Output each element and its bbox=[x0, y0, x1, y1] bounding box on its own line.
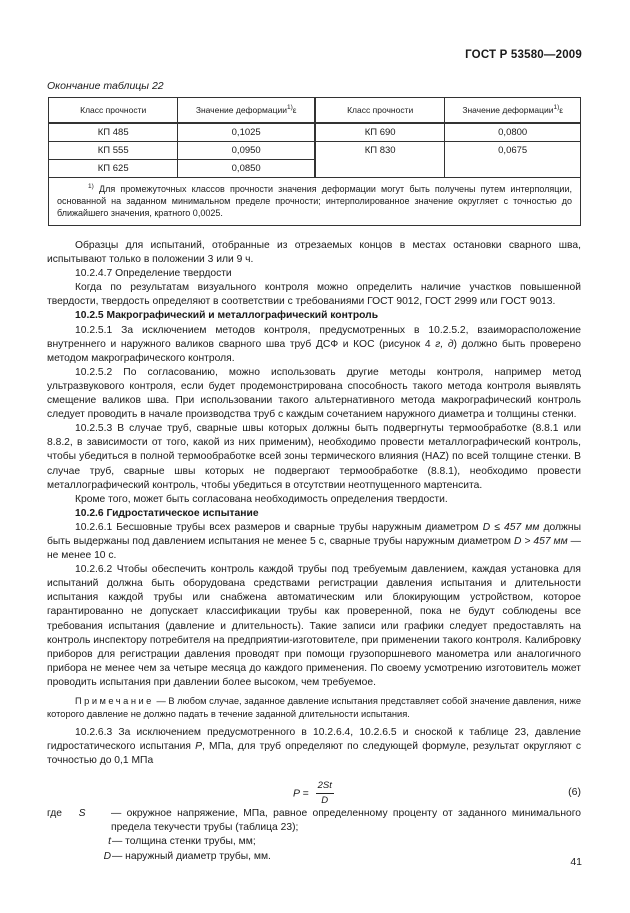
page-number: 41 bbox=[570, 856, 582, 868]
table-note-row bbox=[49, 178, 581, 226]
paragraph: 10.2.5.1 За исключением методов контроля, предусмотренных в 10.2.5.2, взаиморасположение внутреннего и наружного валиков сварного шва труб ДСФ и КОС (рисунок 4 г, д) должно быть проверено методом макрографического контроля. bbox=[47, 324, 582, 364]
header-deform-left: Значение деформации$^{1)}$ε bbox=[178, 98, 315, 124]
body-text bbox=[47, 239, 581, 864]
cell-class: КП 830 bbox=[315, 142, 445, 178]
formula-6 bbox=[47, 773, 581, 805]
cell-class: КП 690 bbox=[315, 123, 445, 142]
cell-value: 0,1025 bbox=[178, 123, 315, 142]
table-row bbox=[49, 142, 581, 160]
table-header-row bbox=[49, 98, 581, 124]
cell-value: 0,0675 bbox=[445, 142, 581, 178]
paragraph: 10.2.5.3 В случае труб, сварные швы которых должны быть подвергнуты термообработке (8.8.1 или 8.8.2, в зависимости от того, какой из них применим), необходимо провести металлографический контроль, чтобы убедиться в полной термообработке всей зоны термического влияния (HAZ) по всей толщине стенки. В случае труб, сварные швы которых не подвергают термообработке (8.8.1), необходимо провести металлографический контроль, чтобы убедиться в отсутствии неотпущенного мартенсита. bbox=[47, 423, 581, 491]
section-heading: 10.2.6 Гидростатическое испытание bbox=[75, 507, 259, 519]
cell-value: 0,0950 bbox=[178, 142, 315, 160]
paragraph: 10.2.6.2 Чтобы обеспечить контроль каждой трубы под требуемым давлением, каждая установка для испытаний должна быть оборудована средствами регистрации давления испытания и длительности испытания каждой трубы или снабжена автоматическим или блокирующим устройством, которое гарантированно не допускает классификации трубы как проверенной, пока не будут соблюдены все требования испытания (давление и длительность). Такие записи или графики следует предоставлять на контроль инспектору потребителя на предприятии-изготовителе, при применении такого контроля. Калибровку приборов для регистрации давления проводят при помощи грузопоршневого манометра или аналогичного прибора не менее чем за четыре месяца до каждого применения. По своему усмотрению изготовитель может проводить испытания при давлении более высоком, чем требуемое. bbox=[47, 564, 581, 688]
cell-class: КП 625 bbox=[49, 160, 178, 178]
formula-denominator: D bbox=[321, 795, 329, 807]
cell-class: КП 485 bbox=[49, 123, 178, 142]
formula-number: (6) bbox=[568, 786, 581, 799]
where-item: где S — окружное напряжение, МПа, равное определенному проценту от заданного минимального предела текучести трубы (таблица 23); bbox=[47, 808, 581, 834]
header-class-right: Класс прочности bbox=[315, 98, 445, 124]
paragraph: 10.2.6.1 Бесшовные трубы всех размеров и сварные трубы наружным диаметром D ≤ 457 мм должны быть выдержаны под давлением испытания не менее 5 с, сварные трубы наружным диаметром D > 457 мм — не менее 10 с. bbox=[47, 521, 582, 562]
where-item: t — толщина стенки трубы, мм; bbox=[108, 836, 256, 848]
table-footnote: $^{1)}$ Для промежуточных классов прочности значения деформации могут быть получены путем интерполяции, основанной на заданном минимальном пределе прочности; интерполированное значение округляет с точностью до ближайшего значения, кратного 0,0025. bbox=[49, 178, 581, 226]
cell-value: 0,0850 bbox=[178, 160, 315, 178]
cell-value: 0,0800 bbox=[445, 123, 581, 142]
where-item: D — наружный диаметр трубы, мм. bbox=[103, 850, 271, 862]
paragraph: 10.2.5.2 По согласованию, можно использовать другие методы контроля, например метод ультразвукового контроля, если будет продемонстрирована способность такого метода контроля выявлять смещение валиков шва. При использовании такого альтернативного метода макрографический контроль следует проводить в начале производства труб с каждым сочетанием наружного диаметра и толщины стенки. bbox=[47, 366, 581, 421]
header-deform-right: Значение деформации$^{1)}$ε bbox=[445, 98, 581, 124]
formula-numerator: 2St bbox=[316, 779, 334, 794]
paragraph: Образцы для испытаний, отобранные из отрезаемых концов в местах остановки сварного шва, испытывают только в положении 3 или 9 ч. bbox=[47, 240, 581, 266]
where-list bbox=[47, 807, 581, 863]
deformation-table bbox=[48, 97, 581, 226]
paragraph: Кроме того, может быть согласована необходимость определения твердости. bbox=[75, 493, 448, 505]
note-paragraph: Примечание — В любом случае, заданное давление испытания представляет собой значение давления, ниже которого давление не должно падать в течение заданной длительности испытания. bbox=[47, 696, 581, 719]
formula-expression: P = $\frac{2St}{D}$ bbox=[293, 779, 334, 808]
table-row bbox=[49, 123, 581, 142]
section-heading: 10.2.4.7 Определение твердости bbox=[75, 268, 232, 280]
cell-class: КП 555 bbox=[49, 142, 178, 160]
paragraph: Когда по результатам визуального контроля можно определить наличие участков повышенной твердости, твердость определяют в соответствии с требованиями ГОСТ 9012, ГОСТ 2999 или ГОСТ 9013. bbox=[47, 282, 581, 308]
header-class-left: Класс прочности bbox=[49, 98, 178, 124]
paragraph: 10.2.6.3 За исключением предусмотренного в 10.2.6.4, 10.2.6.5 и сноской к таблице 23, давление гидростатического испытания P, МПа, для труб определяют по следующей формуле, результат округляют с точностью до 0,1 МПа bbox=[47, 727, 582, 767]
standard-header: ГОСТ Р 53580—2009 bbox=[465, 49, 582, 61]
section-heading: 10.2.5 Макрографический и металлографический контроль bbox=[75, 310, 379, 322]
table-caption: Окончание таблицы 22 bbox=[47, 80, 164, 92]
